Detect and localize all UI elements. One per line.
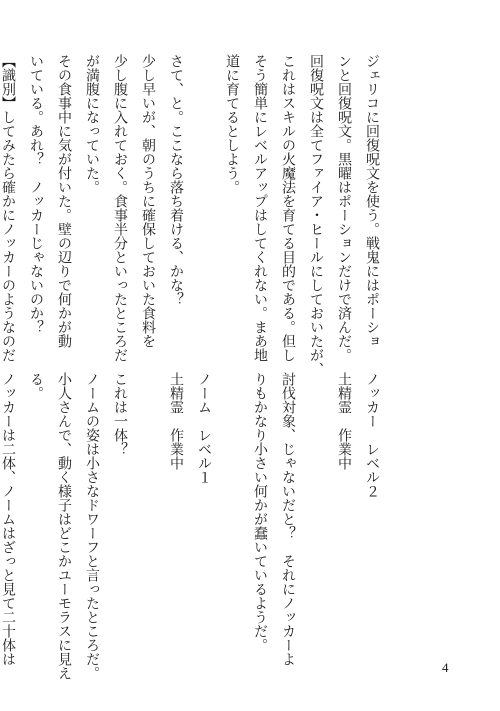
top-text-block bbox=[0, 54, 386, 376]
bottom-line: 土精霊 作業中 bbox=[336, 372, 352, 470]
bottom-line: ノームの姿は小さなドワーフと言ったところだ。 bbox=[84, 372, 100, 680]
top-line: 【識別】してみたら確かにノッカーのようなのだ bbox=[0, 54, 16, 362]
bottom-line bbox=[302, 372, 330, 642]
bottom-line: ノッカーは二体、ノームはざっと見て二十体は bbox=[0, 372, 16, 666]
bottom-line: ノッカー レベル２ bbox=[364, 372, 380, 498]
top-line: さて、と。ここなら落ち着ける、かな？ bbox=[168, 54, 184, 306]
top-line: 回復呪文は全てファイア・ヒールにしておいたが、 bbox=[308, 54, 324, 376]
bottom-line: ノーム レベル１ bbox=[196, 372, 212, 484]
top-line: 少し早いが、朝のうちに確保しておいた食料を bbox=[140, 54, 156, 348]
bottom-text-block bbox=[0, 372, 386, 680]
bottom-line: 土精霊 作業中 bbox=[168, 372, 184, 470]
bottom-line: りもかなり小さい何かが蠢いているようだ。 bbox=[252, 372, 268, 652]
top-line: が満腹になっていた。 bbox=[84, 54, 100, 194]
top-line: ンと回復呪文。黒曜はポーションだけで済んだ。 bbox=[336, 54, 352, 362]
bottom-line: る。 bbox=[28, 372, 44, 400]
top-line: その食事中に気が付いた。壁の辺りで何かが動 bbox=[56, 54, 72, 348]
page-number: 4 bbox=[442, 660, 449, 675]
top-line bbox=[190, 54, 218, 324]
bottom-line: これは一体？ bbox=[112, 372, 128, 456]
bottom-line: 小人さんで、動く様子はどこかユーモラスに見え bbox=[56, 372, 72, 680]
top-line: 道に育てるとしよう。 bbox=[224, 54, 240, 194]
top-line: これはスキルの火魔法を育てる目的である。但し bbox=[280, 54, 296, 362]
top-line: ジェリコに回復呪文を使う。戦鬼にはポーショ bbox=[364, 54, 380, 348]
top-line: いている。あれ？ ノッカーじゃないのか？ bbox=[28, 54, 44, 334]
bottom-line: 討伐対象、じゃないだと？ それにノッカーよ bbox=[280, 372, 296, 666]
top-line: そう簡単にレベルアップはしてくれない。まあ地 bbox=[252, 54, 268, 362]
top-line: 少し腹に入れておく。食事半分といったところだ bbox=[112, 54, 128, 362]
bottom-line bbox=[134, 372, 162, 642]
bottom-line bbox=[218, 372, 246, 642]
